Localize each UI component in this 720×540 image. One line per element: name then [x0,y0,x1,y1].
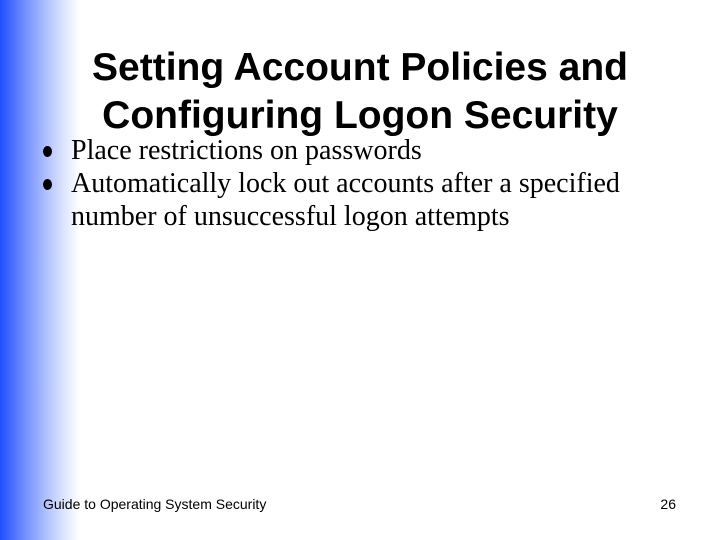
bullet-dot-icon [43,179,52,190]
bullet-text: Place restrictions on passwords [71,135,422,166]
bullet-item [40,167,640,233]
bullet-list [40,134,640,233]
footer-title: Guide to Operating System Security [43,496,267,512]
page-number: 26 [660,496,676,512]
slide-title [40,44,680,140]
bullet-text: Automatically lock out accounts after a specified number of unsuccessful logon attempts [71,168,620,232]
slide-title-line-2: Configuring Logon Security [102,94,618,138]
slide-title-line-1: Setting Account Policies and [92,46,628,90]
bullet-dot-icon [43,146,52,157]
bullet-item [40,134,640,167]
